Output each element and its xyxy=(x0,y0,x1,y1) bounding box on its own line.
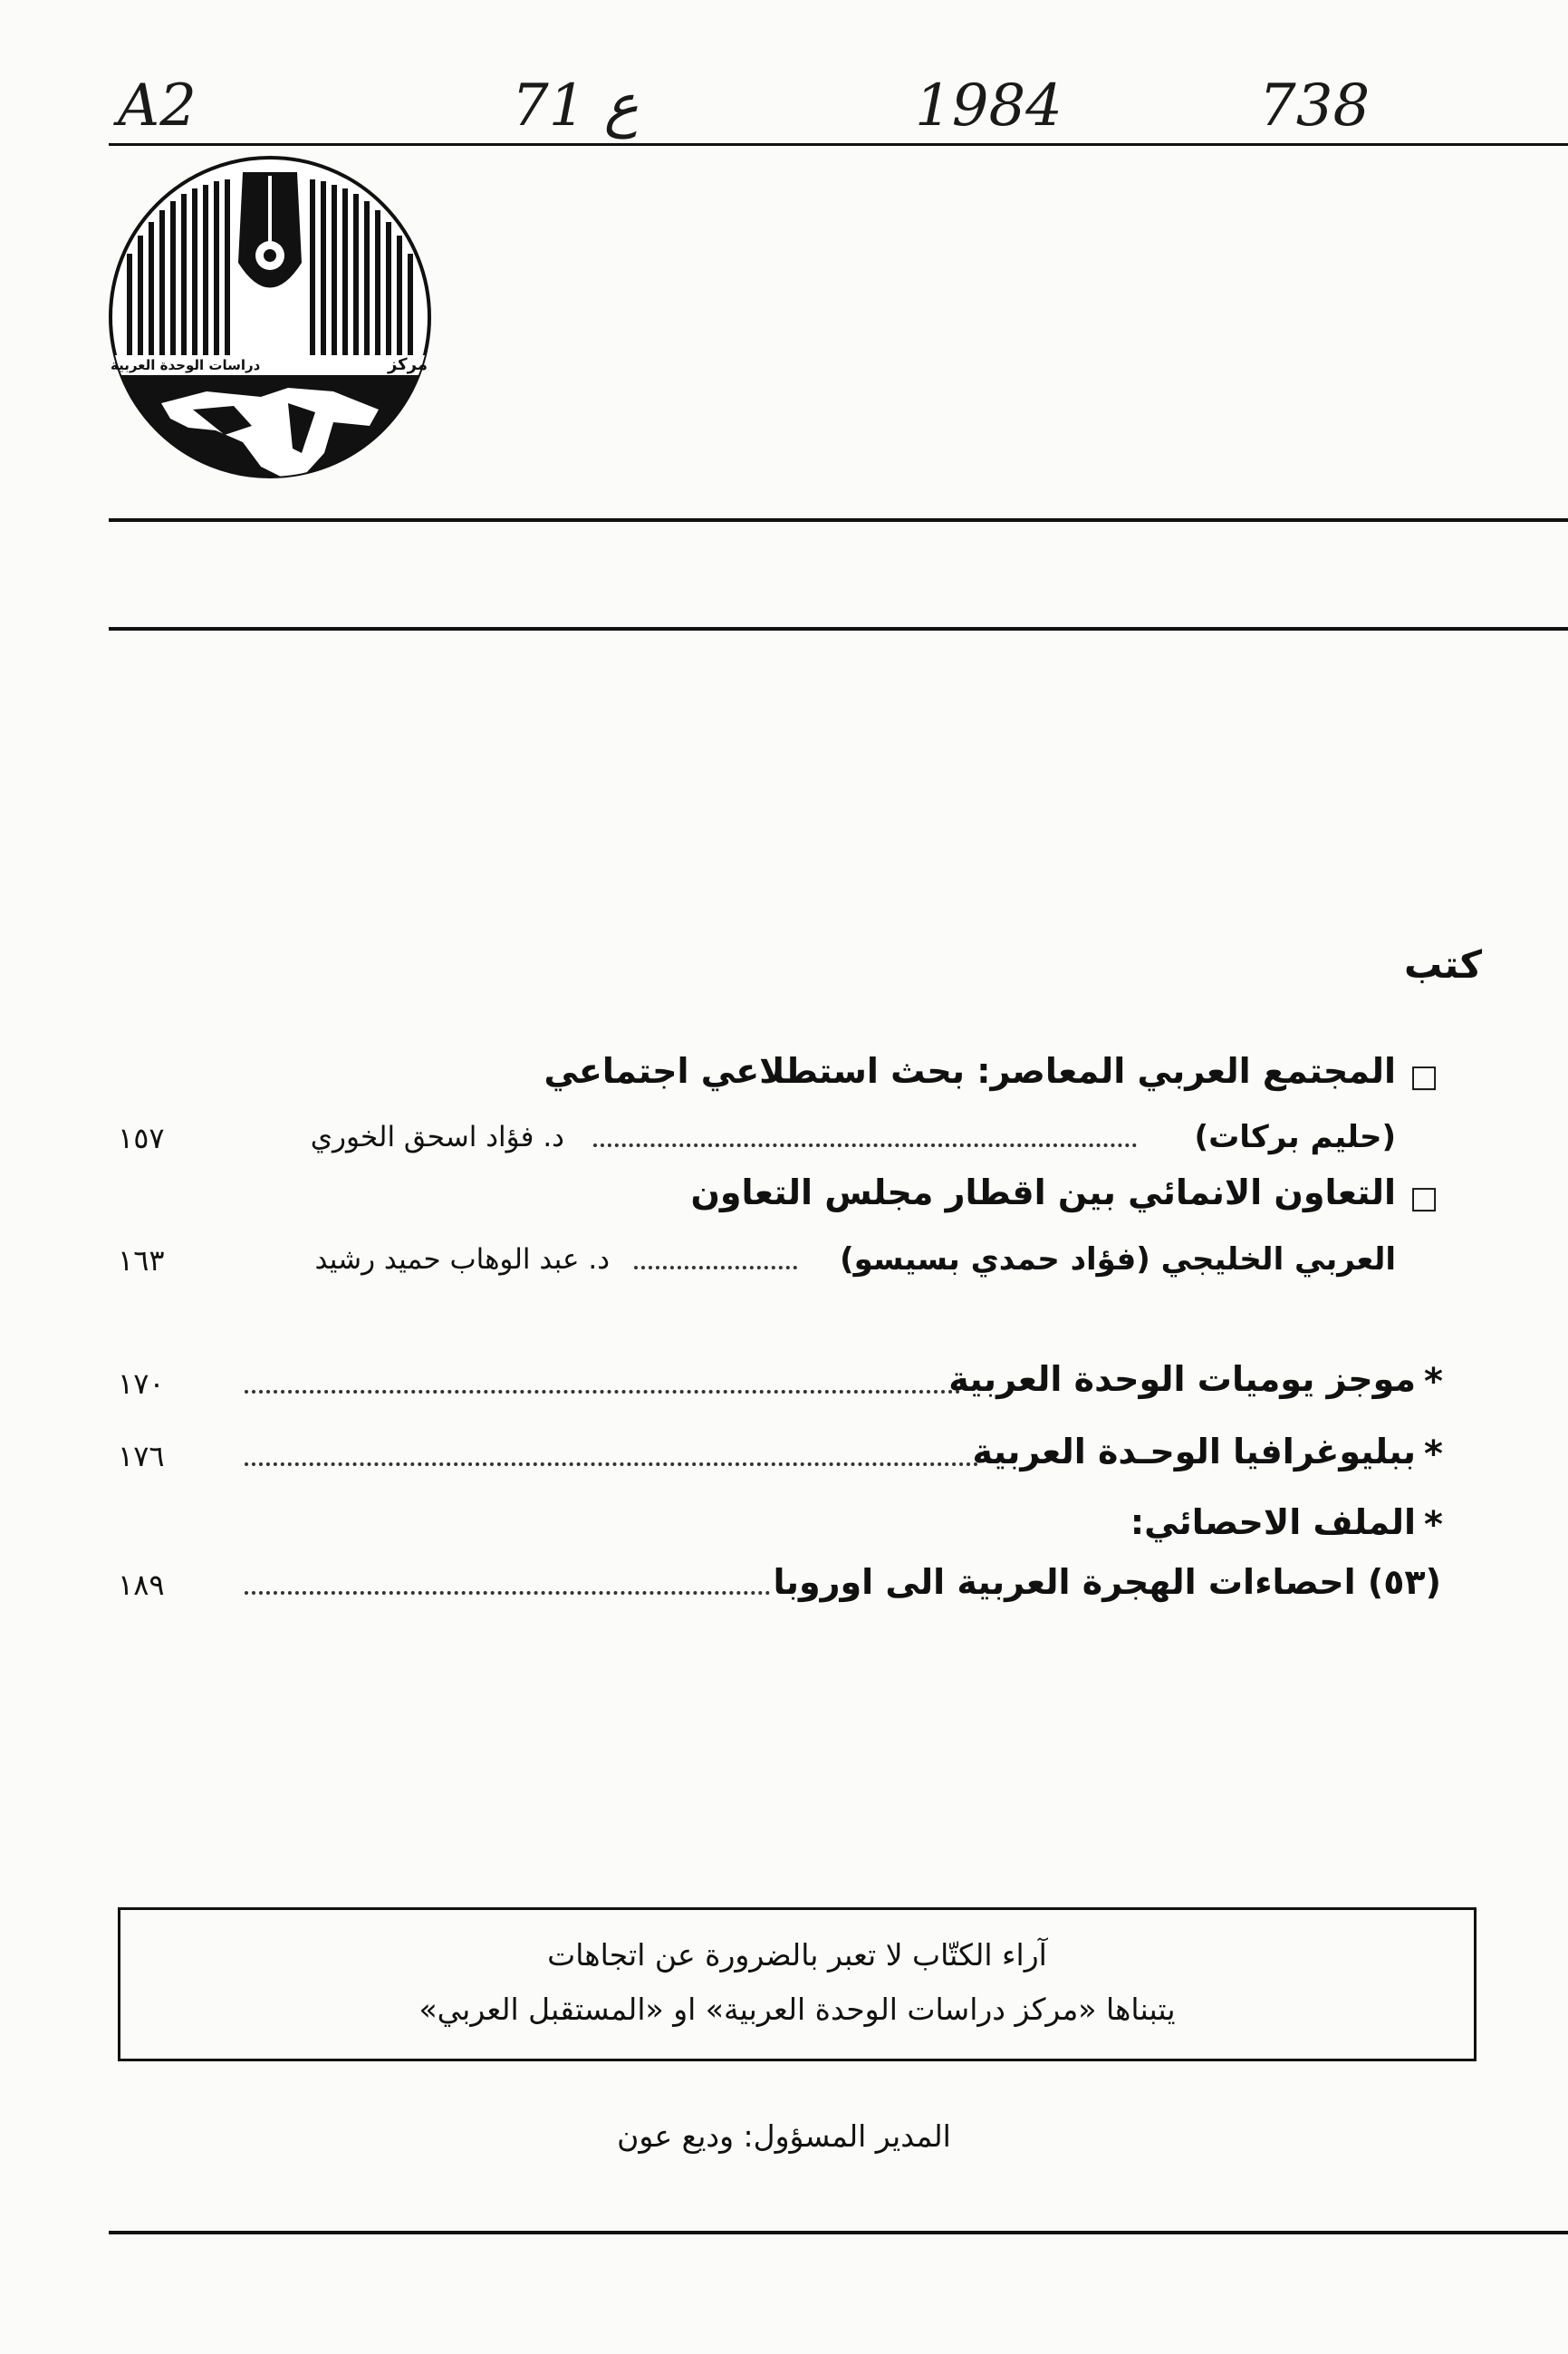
disclaimer-box xyxy=(118,1907,1477,2061)
handwritten-number: 738 xyxy=(1259,72,1371,140)
stats-item: (٥٣) احصاءات الهجرة العربية الى اوروبا xyxy=(773,1562,1441,1602)
handwritten-ref-b: 71 ع xyxy=(512,72,639,140)
logo-text-markaz: مركز xyxy=(387,355,428,374)
book-2-author: د. عبد الوهاب حميد رشيد xyxy=(314,1243,610,1276)
section-2-title: ببليوغرافيا الوحـدة العربية xyxy=(972,1432,1416,1471)
section-2-leader-dots xyxy=(245,1462,978,1466)
section-1-marker: * xyxy=(1424,1361,1443,1403)
header-rule-1 xyxy=(109,518,1568,522)
header-rule-2 xyxy=(109,627,1568,631)
logo-emblem-icon xyxy=(107,154,433,480)
handwritten-year: 1984 xyxy=(915,72,1063,140)
book-2-leader-dots xyxy=(634,1266,797,1269)
disclaimer-line-2: يتبناها «مركز دراسات الوحدة العربية» او «المستقبل العربي» xyxy=(418,1992,1176,2027)
stats-leader-dots xyxy=(245,1591,770,1595)
stats-page: ١٨٩ xyxy=(118,1568,165,1602)
book-1-author: د. فؤاد اسحق الخوري xyxy=(310,1121,564,1153)
section-2-marker: * xyxy=(1424,1433,1443,1475)
book-1-subline: (حليم بركات) xyxy=(1194,1119,1396,1155)
disclaimer-line-1: آراء الكتّاب لا تعبر بالضرورة عن اتجاهات xyxy=(547,1937,1047,1973)
stats-marker: * xyxy=(1424,1504,1443,1546)
book-2-title: التعاون الانمائي بين اقطار مجلس التعاون xyxy=(690,1172,1396,1212)
handwritten-ref-a: A2 xyxy=(118,72,197,140)
top-rule xyxy=(109,143,1568,146)
section-1-page: ١٧٠ xyxy=(118,1366,165,1401)
book-2-page: ١٦٣ xyxy=(118,1243,165,1278)
stats-heading: الملف الاحصائي: xyxy=(1130,1502,1416,1542)
book-1-page: ١٥٧ xyxy=(118,1121,165,1155)
book-2-marker: □ xyxy=(1409,1180,1439,1216)
bottom-rule xyxy=(109,2231,1568,2234)
section-1-title: موجز يوميات الوحدة العربية xyxy=(948,1359,1416,1399)
book-2-subline: العربي الخليجي (فؤاد حمدي بسيسو) xyxy=(840,1241,1396,1278)
section-heading-books: كتب xyxy=(1403,942,1482,987)
book-1-marker: □ xyxy=(1409,1058,1439,1095)
editor-in-charge: المدير المسؤول: وديع عون xyxy=(617,2118,951,2154)
section-2-page: ١٧٦ xyxy=(118,1439,165,1473)
book-1-leader-dots xyxy=(593,1143,1137,1147)
center-logo xyxy=(107,154,433,480)
logo-text-name: دراسات الوحدة العربية xyxy=(111,357,261,373)
book-1-title: المجتمع العربي المعاصر: بحث استطلاعي اجتماعي xyxy=(544,1051,1396,1091)
section-1-leader-dots xyxy=(245,1390,960,1394)
